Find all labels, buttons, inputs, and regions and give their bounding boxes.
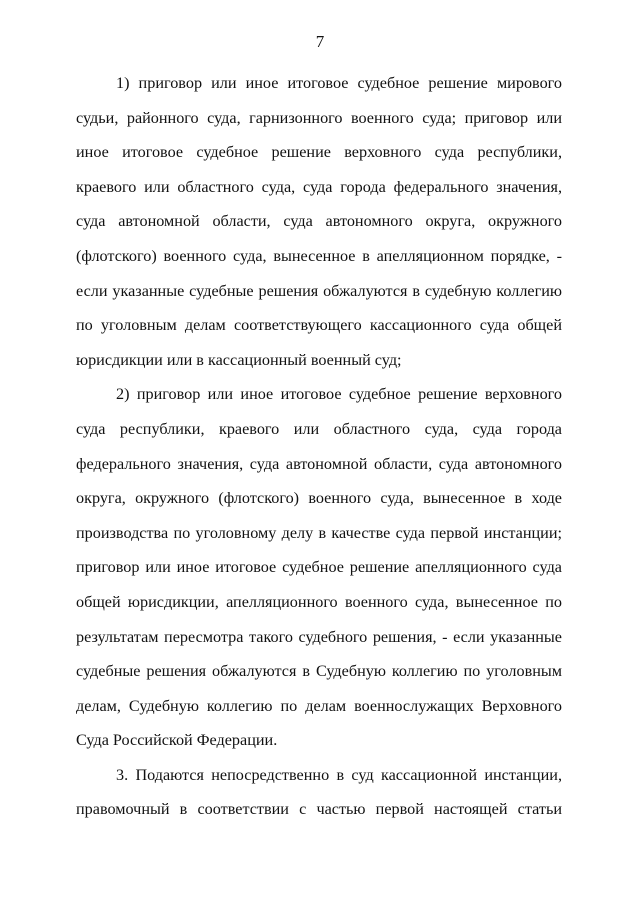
paragraph-item-3: 3. Подаются непосредственно в суд кассационной инстанции, правомочный в соответствии с частью первой настоящей статьи (76, 765, 562, 819)
paragraph-item-2: 2) приговор или иное итоговое судебное решение верховного суда республики, краевого или областного суда, суда города федерального значения, суда автономной области, суда автономного округа, окружного (флотского) военного суда, вынесенное в ходе производства по уголовному делу в качестве суда первой инстанции; приговор или иное итоговое судебное решение апелляционного суда общей юрисдикции, апелляционного военного суда, вынесенное по результатам пересмотра такого судебного решения, - если указанные судебные решения обжалуются в Судебную коллегию по уголовным делам, Судебную коллегию по делам военнослужащих Верховного Суда Российской Федерации. (76, 385, 562, 750)
paragraph-item-1: 1) приговор или иное итоговое судебное решение мирового судьи, районного суда, гарнизонного военного суда; приговор или иное итоговое судебное решение верховного суда республики, краевого или областного суда, суда города федерального значения, суда автономной области, суда автономного округа, окружного (флотского) военного суда, вынесенное в апелляционном порядке, - если указанные судебные решения обжалуются в судебную коллегию по уголовным делам соответствующего кассационного суда общей юрисдикции или в кассационный военный суд; (76, 74, 562, 369)
document-body (76, 66, 562, 827)
page-number: 7 (315, 32, 325, 51)
